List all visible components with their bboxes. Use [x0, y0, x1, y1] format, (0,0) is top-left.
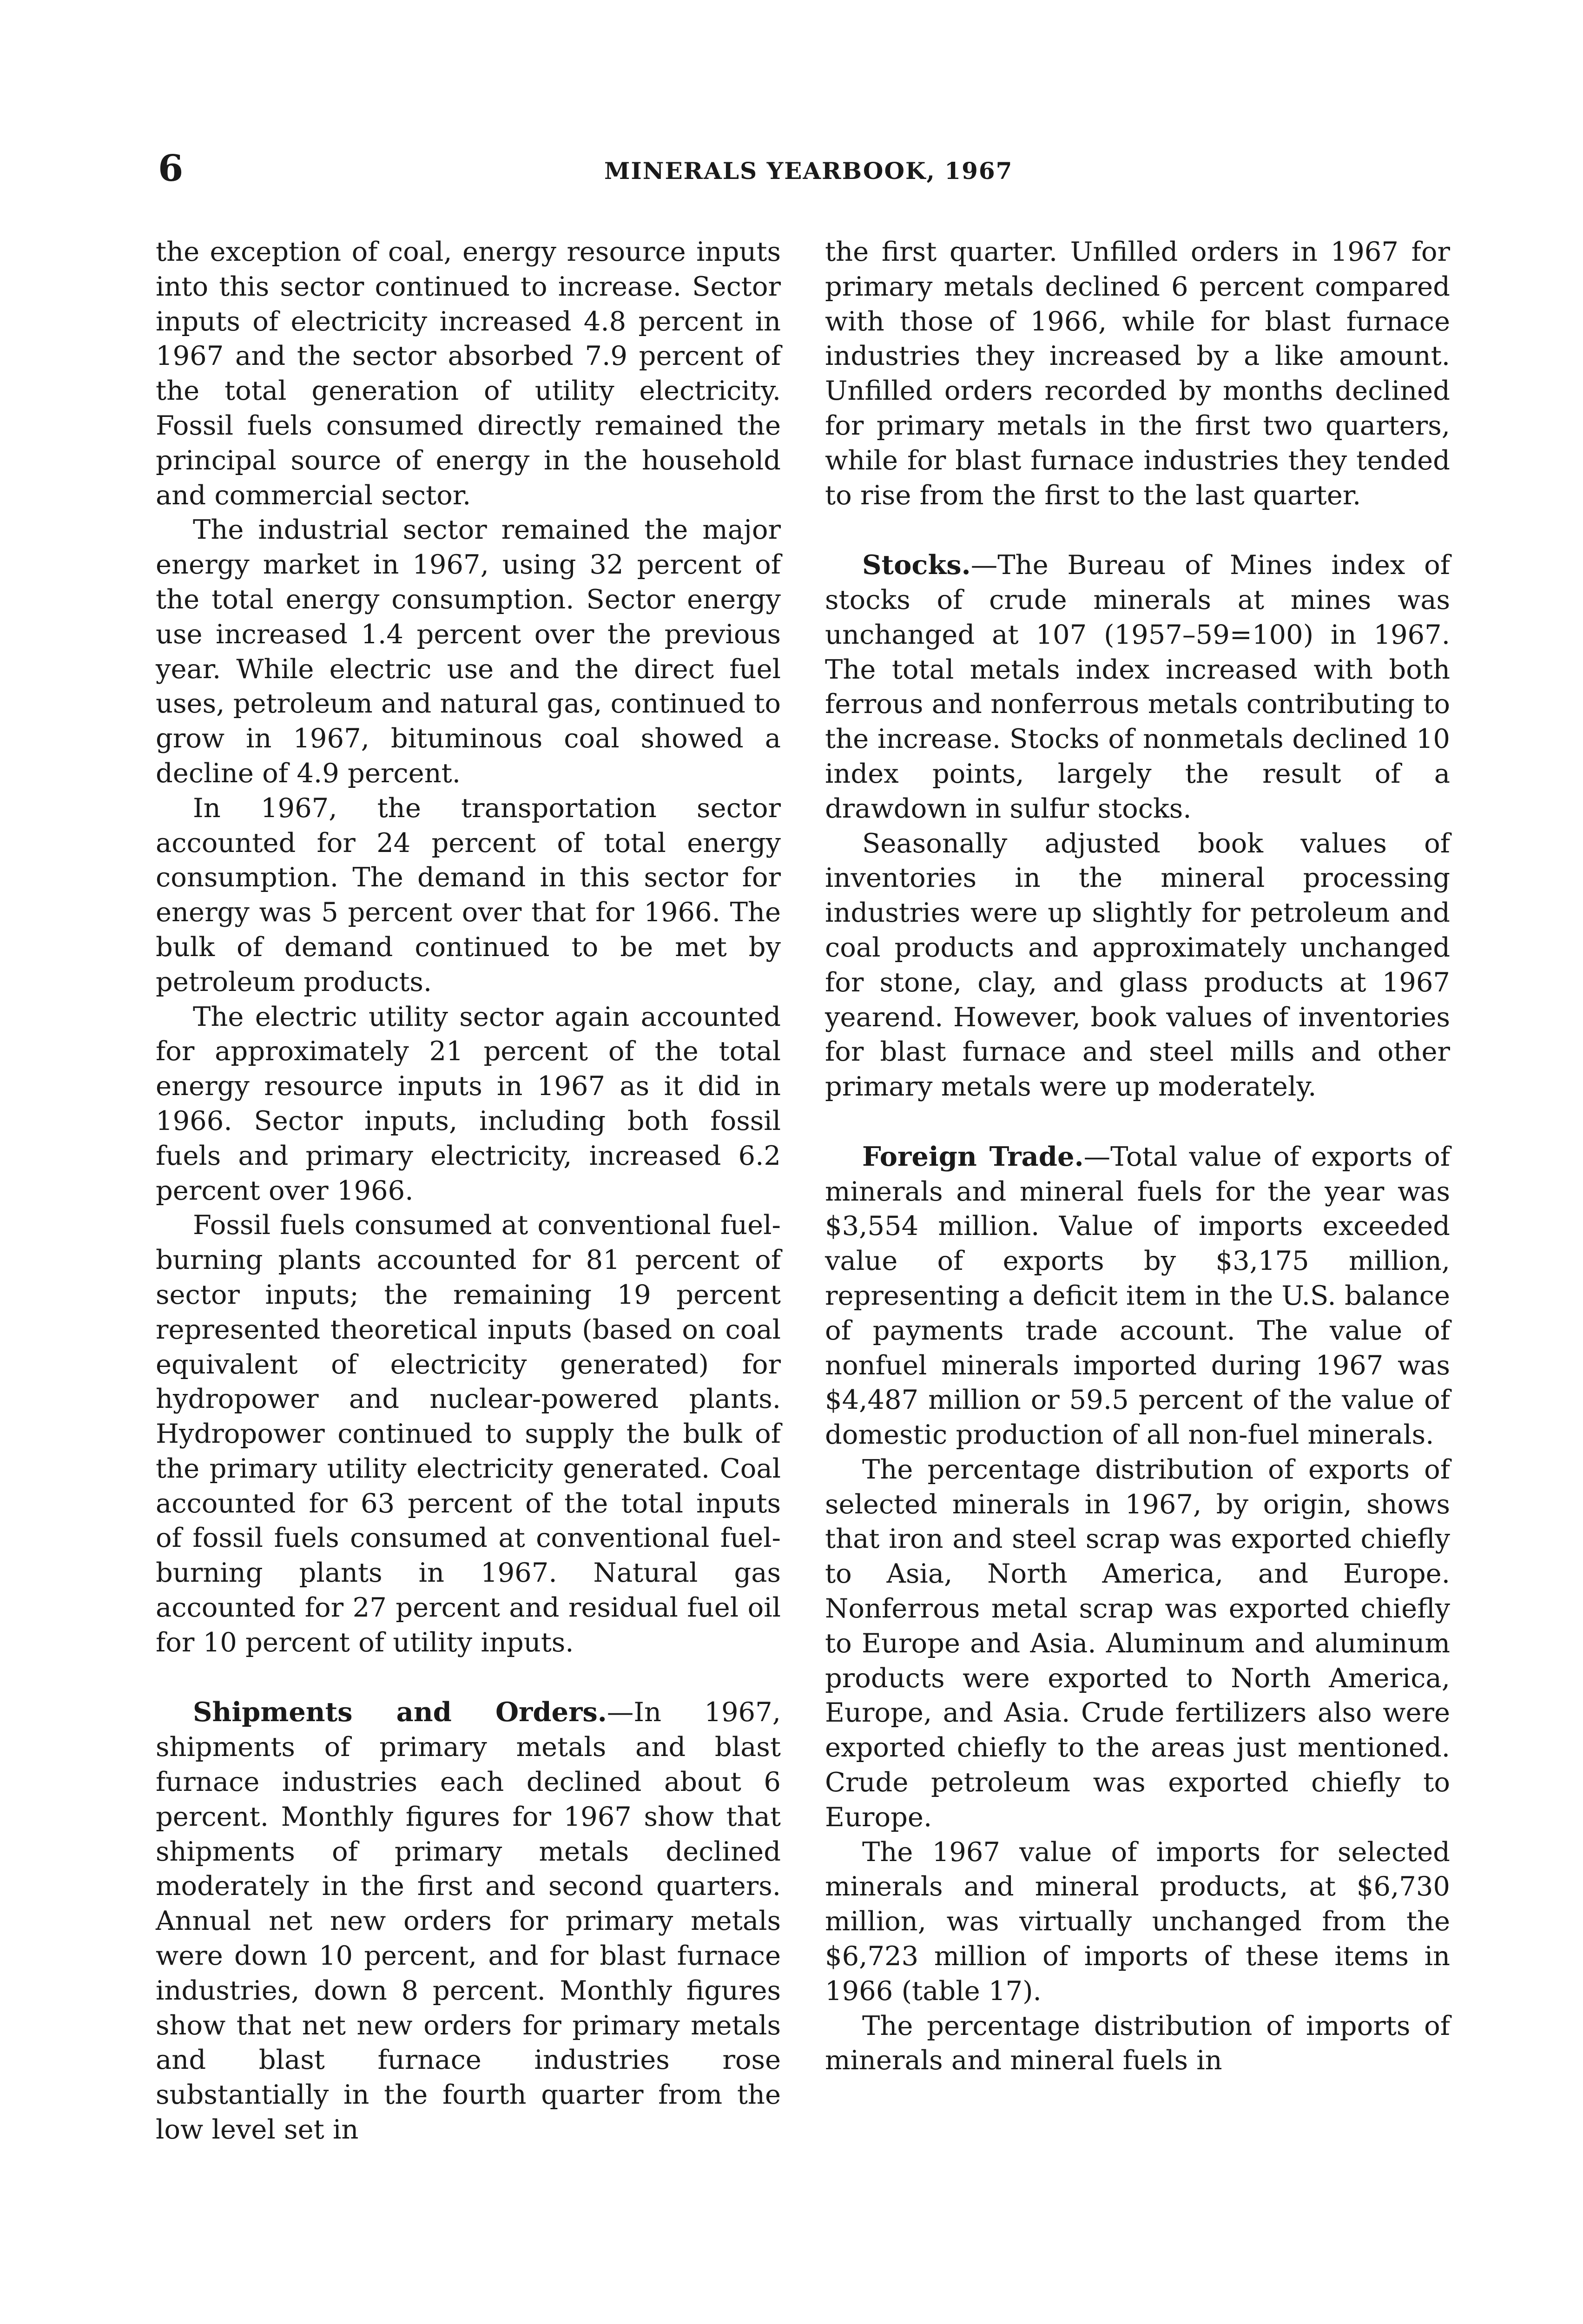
paragraph-text: —The Bureau of Mines index of stocks of crude minerals at mines was unchanged at 107 (1957–59=100) in 1967. The total metals index increased with both ferrous and nonferrous metals contributing to the increase. Stocks of nonmetals declined 10 index points, largely the result of a drawdown in sulfur stocks. [825, 549, 1450, 824]
left-column [156, 235, 781, 2147]
paragraph-text: —Total value of exports of minerals and mineral fuels for the year was $3,554 million. Value of imports exceeded value of exports by $3,175 million, representing a deficit item in the U.S. balance of payments trade account. The value of nonfuel minerals imported during 1967 was $4,487 million or 59.5 percent of the value of domestic production of all non-fuel minerals. [825, 1141, 1450, 1451]
section-heading: Shipments and Orders. [193, 1696, 607, 1728]
section-heading: Stocks. [862, 549, 971, 581]
right-column [825, 235, 1450, 2078]
page-header [158, 148, 1441, 190]
running-head: MINERALS YEARBOOK, 1967 [604, 157, 1013, 185]
paragraph: the exception of coal, energy resource inputs into this sector continued to increase. Sector inputs of electricity increased 4.8 percent in 1967 and the sector absorbed 7.9 percent of the total generation of utility electricity. Fossil fuels consumed directly remained the principal source of energy in the household and commercial sector. [156, 236, 781, 511]
paragraph: The industrial sector remained the major energy market in 1967, using 32 percent of the total energy consumption. Sector energy use increased 1.4 percent over the previous year. While electric use and the direct fuel uses, petroleum and natural gas, continued to grow in 1967, bituminous coal showed a decline of 4.9 percent. [156, 514, 781, 789]
section-paragraph-stocks [825, 548, 1450, 826]
section-heading: Foreign Trade. [862, 1140, 1084, 1172]
paragraph-text: —In 1967, shipments of primary metals and blast furnace industries each declined about 6 percent. Monthly figures for 1967 show that shipments of primary metals declined moderately in the first and second quarters. Annual net new orders for primary metals were down 10 percent, and for blast furnace industries, down 8 percent. Monthly figures show that net new orders for primary metals and blast furnace industries rose substantially in the fourth quarter from the low level set in [156, 1697, 781, 2146]
paragraph: The electric utility sector again accounted for approximately 21 percent of the total energy resource inputs in 1967 as it did in 1966. Sector inputs, including both fossil fuels and primary electricity, increased 6.2 percent over 1966. [156, 1001, 781, 1206]
paragraph: the first quarter. Unfilled orders in 1967 for primary metals declined 6 percent compared with those of 1966, while for blast furnace industries they increased by a like amount. Unfilled orders recorded by months declined for primary metals in the first two quarters, while for blast furnace industries they tended to rise from the first to the last quarter. [825, 236, 1450, 511]
paragraph: Fossil fuels consumed at conventional fuel-burning plants accounted for 81 percent of sector inputs; the remaining 19 percent represented theoretical inputs (based on coal equivalent of electricity generated) for hydropower and nuclear-powered plants. Hydropower continued to supply the bulk of the primary utility electricity generated. Coal accounted for 63 percent of the total inputs of fossil fuels consumed at conventional fuel-burning plants in 1967. Natural gas accounted for 27 percent and residual fuel oil for 10 percent of utility inputs. [156, 1209, 781, 1658]
paragraph: Seasonally adjusted book values of inventories in the mineral processing industries were up slightly for petroleum and coal products and approximately unchanged for stone, clay, and glass products at 1967 yearend. However, book values of inventories for blast furnace and steel mills and other primary metals were up moderately. [825, 827, 1450, 1103]
paragraph: The percentage distribution of exports of selected minerals in 1967, by origin, shows that iron and steel scrap was exported chiefly to Asia, North America, and Europe. Nonferrous metal scrap was exported chiefly to Europe and Asia. Aluminum and aluminum products were exported to North America, Europe, and Asia. Crude fertilizers also were exported chiefly to the areas just mentioned. Crude petroleum was exported chiefly to Europe. [825, 1453, 1450, 1833]
paragraph: In 1967, the transportation sector accounted for 24 percent of total energy consumption. The demand in this sector for energy was 5 percent over that for 1966. The bulk of demand continued to be met by petroleum products. [156, 792, 781, 997]
paragraph: The percentage distribution of imports of minerals and mineral fuels in [825, 2010, 1450, 2076]
section-paragraph-shipments [156, 1695, 781, 2147]
page-number: 6 [158, 147, 184, 190]
paragraph: The 1967 value of imports for selected minerals and mineral products, at $6,730 million, was virtually unchanged from the $6,723 million of imports of these items in 1966 (table 17). [825, 1836, 1450, 2007]
section-paragraph-foreign-trade [825, 1139, 1450, 1452]
